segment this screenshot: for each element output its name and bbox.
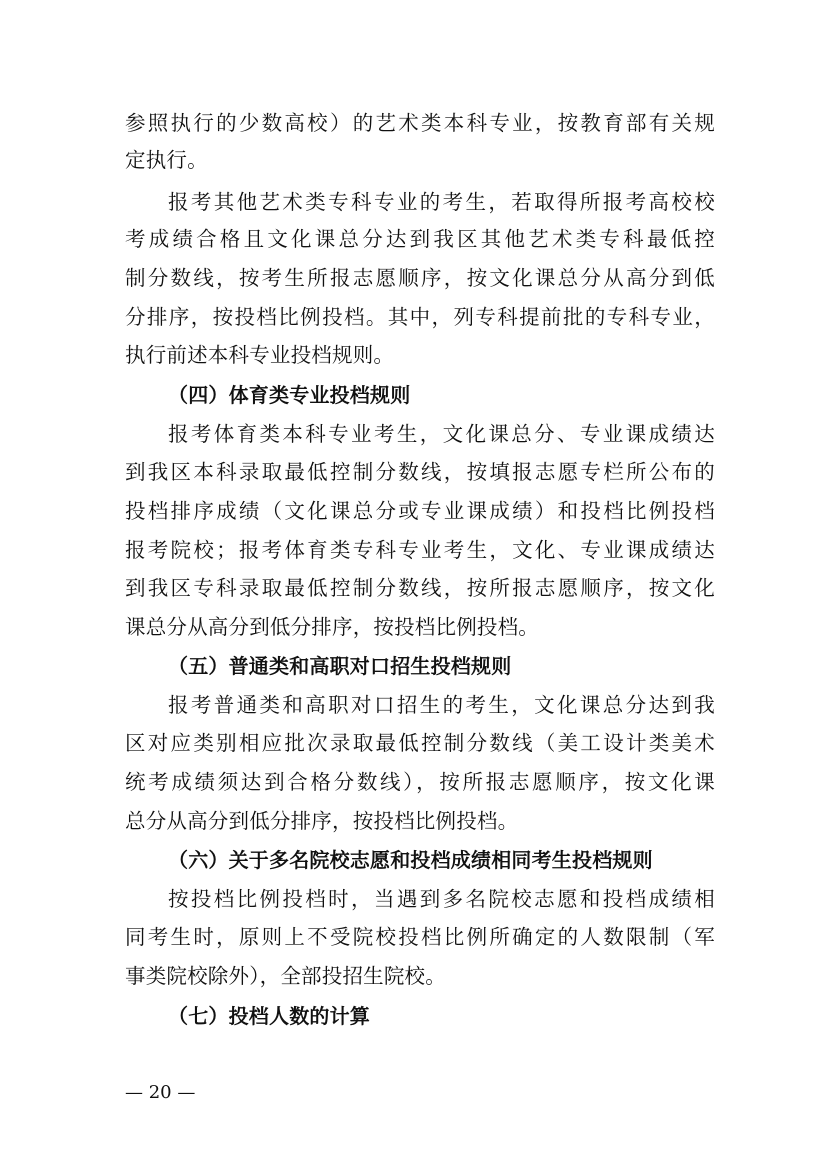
section-heading: （七）投档人数的计算 xyxy=(168,1004,370,1028)
paragraph-line: 事类院校除外），全部投招生院校。 xyxy=(125,964,446,988)
paragraph-line: 区对应类别相应批次录取最低控制分数线（美工设计类美术 xyxy=(125,731,715,755)
paragraph-line: 考成绩合格且文化课总分达到我区其他艺术类专科最低控 xyxy=(125,227,715,251)
paragraph-line: 统考成绩须达到合格分数线），按所报志愿顺序，按文化课 xyxy=(125,770,715,794)
paragraph-line: 定执行。 xyxy=(125,148,208,172)
paragraph-line: 报考其他艺术类专科专业的考生，若取得所报考高校校 xyxy=(168,190,715,214)
paragraph-line: 报考院校；报考体育类专科专业考生，文化、专业课成绩达 xyxy=(125,538,715,562)
paragraph-line: 制分数线，按考生所报志愿顺序，按文化课总分从高分到低 xyxy=(125,266,715,290)
paragraph-line: 同考生时，原则上不受院校投档比例所确定的人数限制（军 xyxy=(125,925,715,949)
paragraph-line: 投档排序成绩（文化课总分或专业课成绩）和投档比例投档 xyxy=(125,499,715,523)
page-number: — 20 — xyxy=(125,1082,196,1103)
section-heading: （四）体育类专业投档规则 xyxy=(168,383,411,407)
paragraph-line: 按投档比例投档时，当遇到多名院校志愿和投档成绩相 xyxy=(168,887,715,911)
paragraph-line: 总分从高分到低分排序，按投档比例投档。 xyxy=(125,809,519,833)
paragraph-line: 报考普通类和高职对口招生的考生，文化课总分达到我 xyxy=(168,693,715,717)
paragraph-line: 报考体育类本科专业考生，文化课总分、专业课成绩达 xyxy=(168,422,715,446)
section-heading: （五）普通类和高职对口招生投档规则 xyxy=(168,654,512,678)
paragraph-line: 分排序，按投档比例投档。其中，列专科提前批的专科专业， xyxy=(125,305,715,329)
section-heading: （六）关于多名院校志愿和投档成绩相同考生投档规则 xyxy=(168,848,653,872)
paragraph-line: 执行前述本科专业投档规则。 xyxy=(125,343,395,367)
paragraph-line: 课总分从高分到低分排序，按投档比例投档。 xyxy=(125,615,539,639)
paragraph-line: 参照执行的少数高校）的艺术类本科专业，按教育部有关规 xyxy=(125,111,715,135)
paragraph-line: 到我区专科录取最低控制分数线，按所报志愿顺序，按文化 xyxy=(125,576,715,600)
paragraph-line: 到我区本科录取最低控制分数线，按填报志愿专栏所公布的 xyxy=(125,460,715,484)
